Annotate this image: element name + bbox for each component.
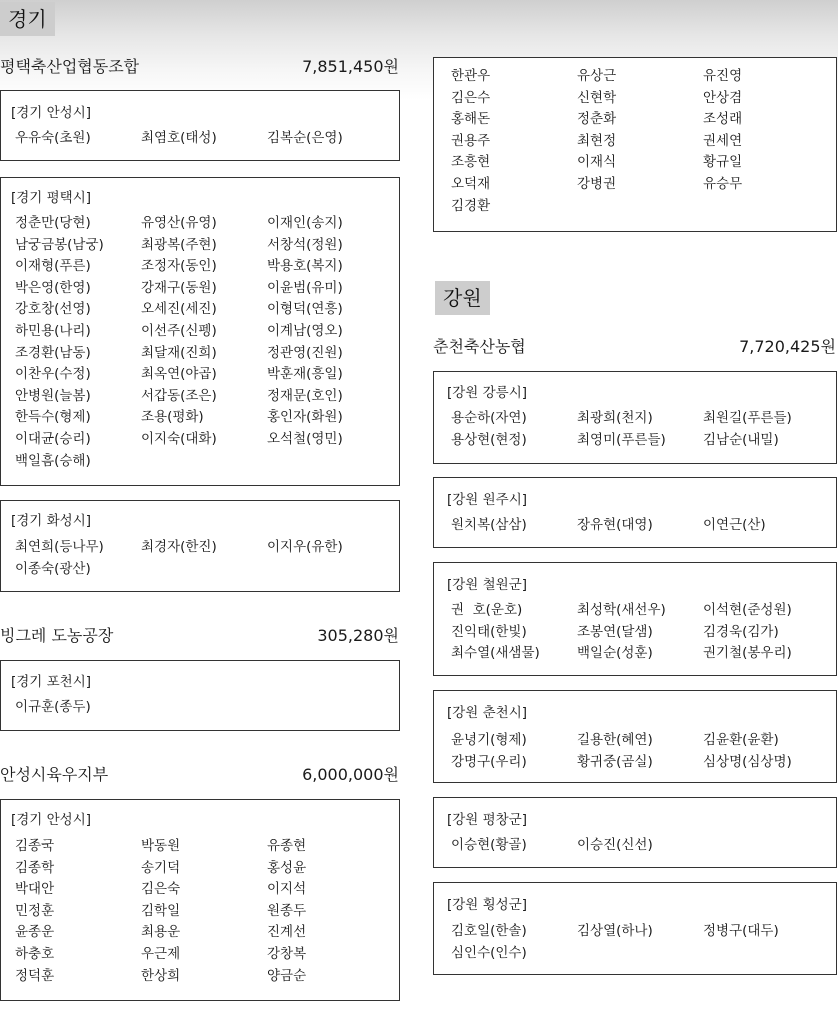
section-tag-gangwon: 강원 — [435, 281, 490, 315]
member-name: 백일흠(승해) — [15, 452, 91, 469]
member-name: 박대안 — [15, 881, 55, 898]
region-box — [433, 562, 837, 676]
member-name: 이연근(산) — [703, 517, 766, 533]
member-name: 김윤환(윤환) — [703, 732, 779, 748]
member-name: 우근제 — [141, 945, 181, 962]
member-name: 김학일 — [141, 902, 181, 919]
member-name: 이지석 — [267, 881, 307, 898]
org-name-anseong-beef: 안성시육우지부 — [0, 765, 109, 784]
member-name: 이지우(유한) — [267, 539, 343, 555]
member-name: 이승현(황골) — [451, 837, 527, 853]
member-name: 유승무 — [703, 175, 743, 192]
member-name: 홍인자(화원) — [267, 409, 343, 426]
member-name: 권기철(봉우리) — [703, 645, 792, 662]
region-label: [강원 철원군] — [447, 577, 528, 593]
org-name-pyeongtaek: 평택축산업협동조합 — [0, 57, 140, 76]
member-name: 이윤범(유미) — [267, 279, 343, 296]
region-label: [강원 강릉시] — [447, 385, 528, 401]
region-box-continued — [433, 57, 837, 232]
member-grid — [451, 921, 829, 964]
member-name: 송기덕 — [141, 859, 181, 876]
member-name: 유진영 — [703, 68, 743, 84]
member-grid — [451, 600, 829, 665]
member-grid — [15, 537, 393, 580]
member-name: 장유현(대영) — [577, 517, 653, 533]
member-name: 원치복(삼삼) — [451, 517, 527, 533]
region-label: [경기 화성시] — [11, 513, 92, 529]
member-name: 이계남(영오) — [267, 322, 343, 339]
member-name: 원종두 — [267, 902, 307, 919]
member-name: 이석현(준성원) — [703, 602, 792, 618]
region-box — [0, 90, 400, 161]
region-label: [강원 춘천시] — [447, 705, 528, 721]
member-name: 권 호(운호) — [451, 602, 523, 618]
member-grid — [15, 128, 393, 150]
member-name: 김종국 — [15, 838, 55, 854]
member-name: 강호창(선영) — [15, 301, 91, 318]
member-name: 진익태(한빛) — [451, 623, 527, 640]
member-grid — [451, 515, 829, 537]
section-tag-gyeonggi: 경기 — [0, 2, 55, 36]
member-name: 강재구(동원) — [141, 279, 217, 296]
member-name: 김경욱(김가) — [703, 623, 779, 640]
member-name: 오세진(세진) — [141, 301, 217, 318]
member-name: 이지숙(대화) — [141, 430, 217, 447]
member-name: 안상겸 — [703, 89, 743, 106]
member-name: 최연희(등나무) — [15, 539, 104, 555]
member-name: 남궁금봉(남궁) — [15, 236, 104, 253]
member-name: 최수열(새샘물) — [451, 645, 540, 662]
member-grid — [451, 66, 829, 217]
member-name: 민정훈 — [15, 902, 55, 919]
member-name: 권세연 — [703, 132, 743, 149]
member-name: 이승진(신선) — [577, 837, 653, 853]
member-grid — [451, 730, 829, 773]
member-grid — [15, 697, 393, 719]
member-name: 최염호(태성) — [141, 130, 217, 146]
region-box — [433, 477, 837, 548]
org-amount-anseong-beef: 6,000,000원 — [302, 765, 399, 784]
member-name: 이재식 — [577, 154, 617, 171]
member-name: 길용한(혜연) — [577, 732, 653, 748]
region-label: [경기 포천시] — [11, 674, 92, 690]
member-grid — [15, 213, 393, 472]
member-name: 이선주(신펭) — [141, 322, 217, 339]
member-name: 정재문(호인) — [267, 387, 343, 404]
member-name: 박은영(한영) — [15, 279, 91, 296]
member-name: 박훈재(흥일) — [267, 366, 343, 383]
member-name: 최영미(푸른들) — [577, 431, 666, 448]
member-name: 김은숙 — [141, 881, 181, 898]
member-name: 김은수 — [451, 89, 491, 106]
org-amount-pyeongtaek: 7,851,450원 — [302, 57, 399, 76]
region-label: [경기 평택시] — [11, 190, 92, 206]
member-name: 이대균(승리) — [15, 430, 91, 447]
region-box — [0, 799, 400, 1001]
member-name: 최성학(새선우) — [577, 602, 666, 618]
member-name: 최용운 — [141, 924, 181, 941]
member-name: 이종숙(광산) — [15, 560, 91, 577]
member-name: 하충호 — [15, 945, 55, 962]
member-name: 심인수(인수) — [451, 944, 527, 961]
member-name: 정춘만(당현) — [15, 215, 91, 231]
org-amount-binggrae: 305,280원 — [317, 626, 399, 645]
member-name: 윤녕기(형제) — [451, 732, 527, 748]
member-name: 강창복 — [267, 945, 307, 962]
member-name: 양금순 — [267, 967, 307, 984]
region-box — [433, 371, 837, 464]
member-name: 황규일 — [703, 154, 743, 171]
org-name-chuncheon: 춘천축산농협 — [433, 337, 526, 356]
member-name: 조흥현 — [451, 154, 491, 171]
region-label: [강원 평창군] — [447, 812, 528, 828]
member-name: 이재형(푸른) — [15, 258, 91, 275]
org-amount-chuncheon: 7,720,425원 — [739, 337, 836, 356]
member-name: 유영산(유영) — [141, 215, 217, 231]
member-name: 신현학 — [577, 89, 617, 106]
member-name: 조용(평화) — [141, 409, 204, 426]
member-name: 서갑동(조은) — [141, 387, 217, 404]
member-name: 김종학 — [15, 859, 55, 876]
member-name: 정덕훈 — [15, 967, 55, 984]
region-box — [0, 177, 400, 486]
member-name: 조봉연(달샘) — [577, 623, 653, 640]
member-name: 김남순(내밀) — [703, 431, 779, 448]
region-box — [0, 660, 400, 731]
member-grid — [451, 408, 829, 451]
member-name: 최광복(주현) — [141, 236, 217, 253]
member-name: 최원길(푸른들) — [703, 410, 792, 426]
member-name: 황귀중(곰실) — [577, 753, 653, 770]
region-label: [강원 횡성군] — [447, 897, 528, 913]
member-name: 최현정 — [577, 132, 617, 149]
member-name: 백일순(성훈) — [577, 645, 653, 662]
member-name: 정병구(대두) — [703, 923, 779, 939]
member-name: 박용호(복지) — [267, 258, 343, 275]
region-box — [433, 882, 837, 975]
member-name: 이규훈(종두) — [15, 699, 91, 715]
member-name: 용상현(현정) — [451, 431, 527, 448]
member-name: 오석철(영민) — [267, 430, 343, 447]
member-name: 윤종운 — [15, 924, 55, 941]
member-name: 이찬우(수정) — [15, 366, 91, 383]
region-box — [0, 500, 400, 592]
member-name: 용순하(자연) — [451, 410, 527, 426]
member-name: 정춘화 — [577, 111, 617, 128]
member-name: 최광희(천지) — [577, 410, 653, 426]
member-name: 이형덕(연흥) — [267, 301, 343, 318]
member-name: 진계선 — [267, 924, 307, 941]
member-name: 김호일(한솔) — [451, 923, 527, 939]
member-name: 조성래 — [703, 111, 743, 128]
member-name: 한관우 — [451, 68, 491, 84]
member-name: 김복순(은영) — [267, 130, 343, 146]
member-name: 김경환 — [451, 197, 491, 214]
member-name: 우유숙(초원) — [15, 130, 91, 146]
member-name: 하민용(나리) — [15, 322, 91, 339]
member-name: 조경환(남동) — [15, 344, 91, 361]
region-box — [433, 797, 837, 868]
region-box — [433, 690, 837, 783]
member-name: 강병권 — [577, 175, 617, 192]
member-name: 최경자(한진) — [141, 539, 217, 555]
member-name: 이재인(송지) — [267, 215, 343, 231]
member-name: 권용주 — [451, 132, 491, 149]
member-name: 유종현 — [267, 838, 307, 854]
org-name-binggrae: 빙그레 도농공장 — [0, 626, 114, 645]
member-name: 정관영(진원) — [267, 344, 343, 361]
region-label: [경기 안성시] — [11, 812, 92, 828]
member-name: 안병원(늘봄) — [15, 387, 91, 404]
member-name: 강명구(우리) — [451, 753, 527, 770]
member-name: 홍성윤 — [267, 859, 307, 876]
member-name: 한득수(형제) — [15, 409, 91, 426]
member-name: 한상희 — [141, 967, 181, 984]
region-label: [경기 안성시] — [11, 105, 92, 121]
member-name: 유상근 — [577, 68, 617, 84]
member-name: 최달재(진희) — [141, 344, 217, 361]
member-name: 오덕재 — [451, 175, 491, 192]
member-name: 박동원 — [141, 838, 181, 854]
member-name: 최옥연(야곱) — [141, 366, 217, 383]
member-grid — [15, 836, 393, 987]
region-label: [강원 원주시] — [447, 492, 528, 508]
member-grid — [451, 835, 829, 857]
member-name: 서창석(정원) — [267, 236, 343, 253]
member-name: 홍해돈 — [451, 111, 491, 128]
member-name: 심상명(심상명) — [703, 753, 792, 770]
member-name: 김상열(하나) — [577, 923, 653, 939]
member-name: 조정자(동인) — [141, 258, 217, 275]
